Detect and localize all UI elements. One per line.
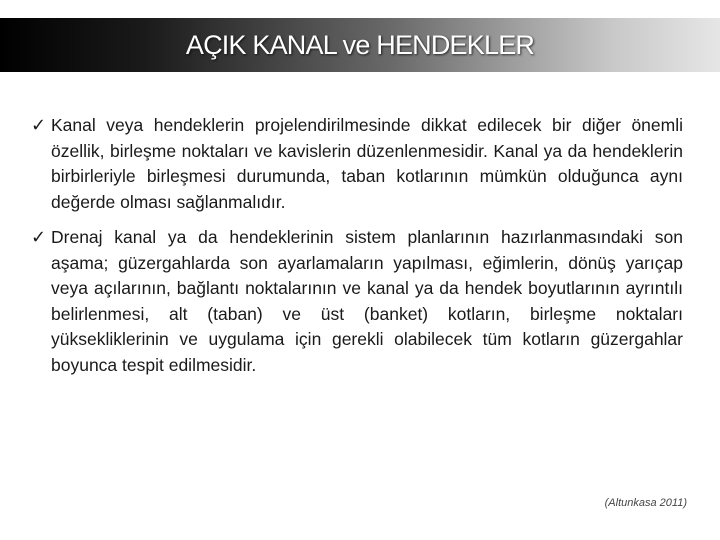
slide-title: AÇIK KANAL ve HENDEKLER: [185, 29, 535, 60]
check-icon: ✓: [31, 227, 47, 248]
bullet-list: [31, 113, 683, 378]
bullet-item: [31, 113, 683, 215]
check-icon: ✓: [31, 115, 47, 136]
title-bar: [0, 18, 720, 72]
bullet-text: Kanal veya hendeklerin projelendirilmesinde dikkat edilecek bir diğer önemli özellik, birleşme noktaları ve kavislerin düzenlenmesidir. Kanal ya da hendeklerin birbirleriyle birleşmesi durumunda, taban kotlarının mümkün olduğunca aynı değerde olması sağlanmalıdır.: [51, 115, 683, 212]
bullet-item: [31, 225, 683, 378]
citation: (Altunkasa 2011): [604, 497, 687, 509]
bullet-text: Drenaj kanal ya da hendeklerinin sistem planlarının hazırlanmasındaki son aşama; güzergahlarda son ayarlamaların yapılması, eğimlerin, dönüş yarıçap veya açılarının, bağlantı noktalarının ve kanal ya da hendek boyutlarının ayrıntılı belirlenmesi, alt (taban) ve üst (banket) kotların, birleşme noktaları yüksekliklerinin ve uygulama için gerekli olabilecek tüm kotların güzergahlar boyunca tespit edilmesidir.: [51, 227, 683, 375]
